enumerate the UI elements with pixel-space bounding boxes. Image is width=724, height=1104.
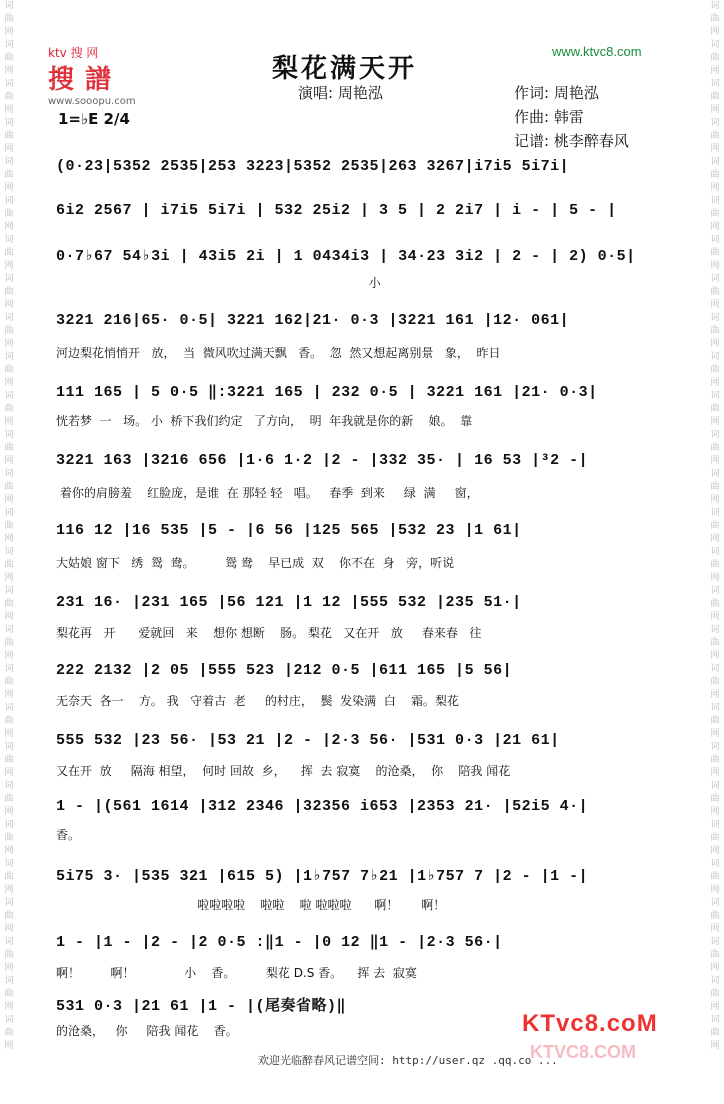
logo-url: www.sooopu.com xyxy=(48,96,136,107)
lyric-row-9: 无奈天 各一 方。 我 守着古 老 的村庄， 鬓 发染满 白 霜。梨花 xyxy=(56,694,459,708)
score-row-8: 231 16· |231 165 |56 121 |1 12 |555 532 |235 51·| xyxy=(56,594,522,611)
ktvc8-watermark-shadow: KTVC8.COM xyxy=(530,1042,637,1062)
score-row-10: 555 532 |23 56· |53 21 |2 - |2·3 56· |531 0·3 |21 61| xyxy=(56,732,560,749)
composer-credit: 作曲: 韩雷 xyxy=(514,108,584,126)
site-url: www.ktvc8.com xyxy=(552,44,642,59)
score-row-12: 5i75 3· |535 321 |615 5) |1♭757 7♭21 |1♭757 7 |2 - |1 -| xyxy=(56,868,589,885)
lyric-row-14: 的沧桑， 你 陪我 闻花 香。 xyxy=(56,1024,238,1038)
score-row-3: 0·7♭67 54♭3i | 43i5 2i | 1 0434i3 | 34·23 3i2 | 2 - | 2) 0·5| xyxy=(56,248,636,265)
score-row-4: 3221 216|65· 0·5| 3221 162|21· 0·3 |3221 161 |12· 061| xyxy=(56,312,570,329)
score-row-6: 3221 163 |3216 656 |1·6 1·2 |2 - |332 35· | 16 53 |³2 -| xyxy=(56,452,589,469)
ktvc8-watermark: KTvc8.coM xyxy=(522,1010,658,1037)
site-logo xyxy=(48,44,136,107)
song-title: 梨花满天开 xyxy=(272,54,418,84)
score-row-7: 116 12 |16 535 |5 - |6 56 |125 565 |532 23 |1 61| xyxy=(56,522,522,539)
logo-small-text: ktv 搜 网 xyxy=(48,46,99,60)
side-watermark-right: 词曲网词曲网词曲网词曲网词曲网词曲网词曲网词曲网词曲网词曲网词曲网词曲网词曲网词曲网词曲网词曲网词曲网词曲网词曲网词曲网词曲网词曲网词曲网词曲网词曲网词曲网词曲网 xyxy=(710,1,720,1051)
lyric-row-11: 香。 xyxy=(56,828,81,842)
score-row-5: 111 165 | 5 0·5 ‖:3221 165 | 232 0·5 | 3221 161 |21· 0·3| xyxy=(56,384,598,401)
lyric-row-5: 恍若梦 一 场。 小 桥下我们约定 了方向， 明 年我就是你的新 娘。 靠 xyxy=(56,414,473,428)
side-watermark-left: 词曲网词曲网词曲网词曲网词曲网词曲网词曲网词曲网词曲网词曲网词曲网词曲网词曲网词曲网词曲网词曲网词曲网词曲网词曲网词曲网词曲网词曲网词曲网词曲网词曲网词曲网词曲网 xyxy=(4,1,14,1051)
logo-main-text: 搜 譜 xyxy=(48,65,113,95)
score-row-14: 531 0·3 |21 61 |1 - |(尾奏省略)‖ xyxy=(56,998,347,1015)
lyric-row-7: 大姑娘 窗下 绣 鸳 鸯。 鸳 鸯 早已成 双 你不在 身 旁，听说 xyxy=(56,556,455,570)
lyric-row-12: 啦啦啦啦 啦啦 啦 啦啦啦 啊！ 啊！ xyxy=(56,898,446,912)
score-row-2: 6i2 2567 | i7i5 5i7i | 532 25i2 | 3 5 | 2 2i7 | i - | 5 - | xyxy=(56,202,617,219)
key-signature: 1=♭E 2/4 xyxy=(58,110,130,128)
lyric-row-4: 河边梨花悄悄开 放， 当 微风吹过满天飘 香。 忽 然又想起离别景 象， 昨日 xyxy=(56,346,501,360)
lyric-row-13: 啊！ 啊！ 小 香。 梨花 D.S 香。 挥 去 寂寞 xyxy=(56,966,417,980)
score-row-13: 1 - |1 - |2 - |2 0·5 :‖1 - |0 12 ‖1 - |2·3 56·| xyxy=(56,934,503,951)
score-row-9: 222 2132 |2 05 |555 523 |212 0·5 |611 165 |5 56| xyxy=(56,662,513,679)
lyric-row-8: 梨花再 开 爱就回 来 想你 想断 肠。 梨花 又在开 放 春来春 往 xyxy=(56,626,482,640)
transcriber-credit: 记谱: 桃李醉春风 xyxy=(514,132,629,150)
lyric-row-10: 又在开 放 隔海 相望， 何时 回故 乡， 挥 去 寂寞 的沧桑， 你 陪我 闻花 xyxy=(56,764,511,778)
lyric-row-6: 着你的肩膀羞 红脸庞，是谁 在 那轻 轻 唱。 春季 到来 绿 满 窗， xyxy=(56,486,479,500)
score-row-1: (0·23|5352 2535|253 3223|5352 2535|263 3267|i7i5 5i7i| xyxy=(56,158,570,175)
lyricist-credit: 作词: 周艳泓 xyxy=(514,84,599,102)
singer-credit: 演唱: 周艳泓 xyxy=(298,84,383,102)
score-row-11: 1 - |(561 1614 |312 2346 |32356 i653 |2353 21· |52i5 4·| xyxy=(56,798,589,815)
footer-text: 欢迎光临醉春风记谱空间: http://user.qz .qq.co ... xyxy=(258,1054,558,1067)
lyric-row-3: 小 xyxy=(56,276,381,290)
